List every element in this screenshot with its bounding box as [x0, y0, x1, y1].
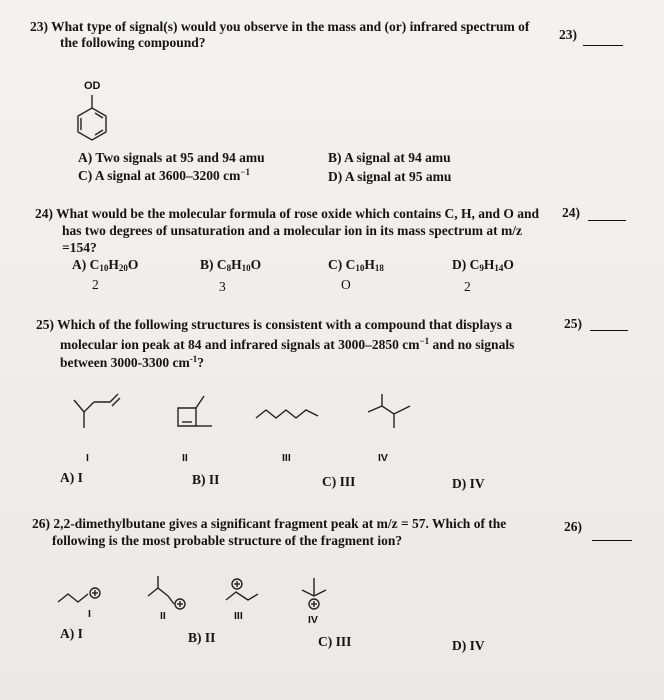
q25-option-b[interactable]: B) II	[192, 472, 220, 487]
q25-text-3a: between 3000-3300 cm	[60, 355, 190, 370]
q26-answer-label: 26)	[564, 519, 582, 534]
q23-option-d[interactable]: D) A signal at 95 amu	[328, 169, 452, 184]
q24-b-h: H	[231, 257, 242, 272]
q25-roman-i: I	[86, 452, 89, 464]
q25-text-2-sup: −1	[419, 336, 430, 346]
q23-option-b[interactable]: B) A signal at 94 amu	[328, 150, 451, 165]
q24-subscript-c: O	[341, 277, 351, 292]
q25-text-3b: ?	[197, 355, 204, 370]
q26-struct-ii-chain	[148, 588, 174, 604]
q24-b-sub1: 8	[226, 263, 232, 273]
q24-b-prefix: B) C	[200, 257, 227, 272]
q24-d-end: O	[503, 257, 514, 272]
q24-a-h: H	[108, 257, 119, 272]
q26-roman-iv: IV	[308, 614, 318, 626]
q26-text-2: following is the most probable structure of the fragment ion?	[52, 533, 403, 548]
q25-text-2a: molecular ion peak at 84 and infrared signals at 3000–2850 cm	[60, 337, 420, 352]
q26-option-c[interactable]: C) III	[318, 634, 352, 649]
q26-roman-i: I	[88, 608, 91, 620]
q25-text-1: Which of the following structures is consistent with a compound that displays a	[57, 317, 513, 332]
q26-option-d[interactable]: D) IV	[452, 638, 485, 653]
q23-option-c-sup: −1	[240, 167, 251, 177]
q24-c-sub2: 18	[374, 263, 384, 273]
q25-number: 25)	[36, 317, 54, 332]
q24-subscript-a: 2	[92, 277, 99, 292]
q24-a-sub1: 10	[99, 263, 109, 273]
q26-number: 26)	[32, 516, 50, 531]
q25-option-c[interactable]: C) III	[322, 474, 356, 489]
q24-text-1: What would be the molecular formula of rose oxide which contains C, H, and O and	[56, 206, 540, 221]
q26-option-a[interactable]: A) I	[60, 626, 83, 641]
q23-text-1: What type of signal(s) would you observe in the mass and (or) infrared spectrum of	[51, 19, 530, 34]
q24-d-sub1: 9	[479, 263, 484, 273]
q25-text-2b: and no signals	[429, 337, 515, 352]
q25-roman-iii: III	[282, 452, 291, 464]
q26-struct-i-chain	[58, 594, 88, 602]
q24-d-h: H	[483, 257, 495, 272]
q24-c-sub1: 10	[355, 263, 365, 273]
q24-a-prefix: A) C	[72, 257, 100, 272]
q24-text-2: has two degrees of unsaturation and a molecular ion in its mass spectrum at m/z	[62, 223, 523, 238]
q25-option-d[interactable]: D) IV	[452, 476, 485, 491]
q24-a-sub2: 20	[118, 263, 128, 273]
q24-a-end: O	[127, 257, 139, 272]
q23-struct-label: OD	[84, 80, 101, 92]
q24-b-end: O	[250, 257, 262, 272]
q24-answer-label: 24)	[562, 205, 580, 220]
q26-roman-iii: III	[234, 610, 243, 622]
q24-subscript-b: 3	[219, 279, 226, 294]
q26-struct-iii-chain	[226, 592, 258, 600]
q26-option-b[interactable]: B) II	[188, 630, 216, 645]
q25-text-3-sup: -1	[189, 354, 198, 364]
q23-option-c-text: C) A signal at 3600–3200 cm	[78, 168, 241, 183]
q25-roman-iv: IV	[378, 452, 388, 464]
q23-option-a[interactable]: A) Two signals at 95 and 94 amu	[78, 150, 265, 165]
q24-c-prefix: C) C	[328, 257, 356, 272]
q23-answer-label: 23)	[559, 27, 577, 42]
q24-number: 24)	[35, 206, 53, 221]
q25-option-a[interactable]: A) I	[60, 470, 83, 485]
q25-roman-ii: II	[182, 452, 188, 464]
q24-d-prefix: D) C	[452, 257, 480, 272]
q24-c-h: H	[364, 257, 375, 272]
q25-answer-label: 25)	[564, 316, 582, 331]
q23-text-2: the following compound?	[60, 35, 206, 50]
q24-subscript-d: 2	[464, 279, 471, 294]
q24-text-3: =154?	[62, 240, 97, 255]
q26-text-1: 2,2-dimethylbutane gives a significant fragment peak at m/z = 57. Which of the	[53, 516, 507, 531]
q24-b-sub2: 10	[241, 263, 251, 273]
q26-roman-ii: II	[160, 610, 166, 622]
q23-number: 23)	[30, 19, 48, 34]
q24-d-sub2: 14	[494, 263, 504, 273]
